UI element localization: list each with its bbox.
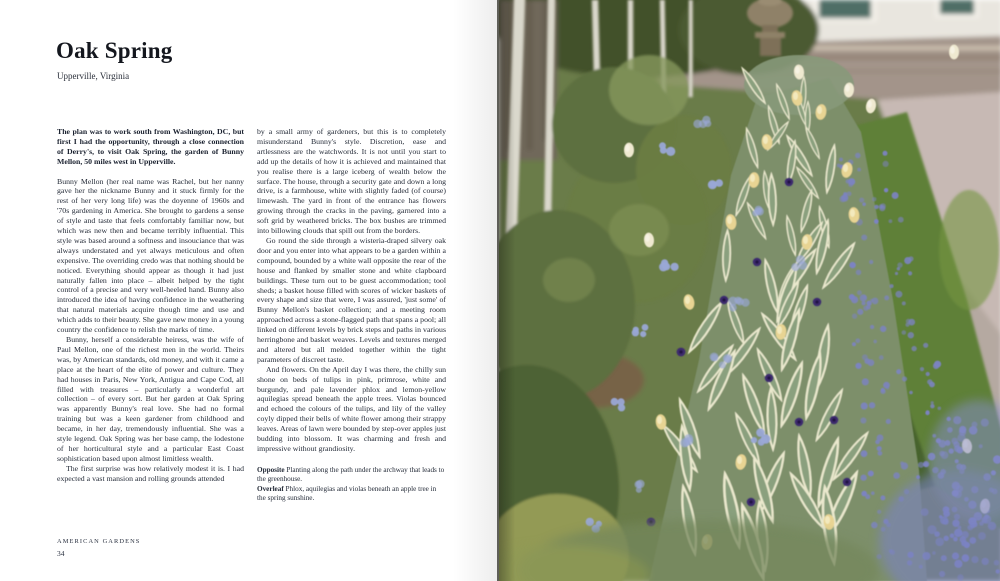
teal-door (940, 0, 974, 14)
page-number: 34 (57, 549, 65, 558)
teal-door (819, 0, 871, 18)
caption-label: Overleaf (257, 484, 284, 493)
body-paragraph: The first surprise was how relatively modest it is. I had expected a vast mansion and rolling grounds attended (57, 463, 244, 483)
spine-shadow (453, 0, 497, 581)
chapter-subtitle: Upperville, Virginia (57, 71, 130, 81)
caption-text: Phlox, aquilegias and violas beneath an apple tree in the spring sunshine. (257, 484, 437, 502)
body-paragraph: by a small army of gardeners, but this is to completely misunderstand Bunny's style. Discretion, ease and artlessness are the watchwords. It is not until you start to add up the details of how it is achieved and maintained that you realise there is a large iceberg of wealth below the surface. The house, through a security gate and down a long drive, is a farmhouse, white with slightly faded (of course) limewash. The yard in front of the entrance has flowers growing through the cracks in the paving, garnered into a soft grid by weathered bricks. The box bushes are trimmed into billowing clouds that spill out from the borders. (257, 127, 446, 236)
right-page (497, 0, 1000, 581)
body-paragraph: And flowers. On the April day I was there, the chilly sun shone on beds of tulips in pink, primrose, white and burgundy, and pale lavender phlox and lemon-yellow aquilegias spread beneath the apple trees. Violas bounced and echoed the colours of the tulips, and lily of the valley coyly dipped their bells of white flower among their strappy leaves. Areas of lawn were bounded by step-over apples just budding into blossom. It was charming and fresh and impressive without grandiosity. (257, 364, 446, 453)
text-column-2 (257, 127, 446, 503)
series-label: AMERICAN GARDENS (57, 538, 141, 545)
intro-paragraph: The plan was to work south from Washington, DC, but first I had the opportunity, through a close connection of Derry's, to visit Oak Spring, the garden of Bunny Mellon, 50 miles west in Upperville. (57, 127, 244, 166)
text-column-1 (57, 127, 244, 484)
photo-captions (257, 466, 446, 503)
caption-text: Planting along the path under the archway that leads to the greenhouse. (257, 465, 445, 484)
garden-photo (499, 0, 1000, 581)
body-paragraph: Bunny Mellon (her real name was Rachel, but her nanny gave her the nickname Bunny and it stuck firmly for the rest of her very long life) was the doyenne of 1960s and '70s gardening in America. She brought to gardens a sense of style and taste that feels comfortably familiar now, but which was new then and became terribly influential. This style was based around a softness and insouciance that was always understated and yet always meticulous and often expensive. The overriding credo was that nothing should be noticed. Everything should appear as though it had just naturally fallen into place – albeit helped by the tight control of a precise and very well-heeled hand. Bunny also introduced the idea of having confidence in the weathering that natural materials acquire though time and use and which adds to their beauty. She gave new money in a young country the confidence to relish the marks of time. (57, 176, 245, 335)
caption-label: Opposite (257, 465, 285, 474)
body-paragraph: Bunny, herself a considerable heiress, was the wife of Paul Mellon, one of the richest men in the world. Theirs was, by American standards, old money, and with it came a place at the heart of the elite of power and culture. They had houses in Paris, New York, Antigua and Cape Cod, all filled with treasures – particularly a wonderful art collection – of every sort. But her garden at Oak Spring was apparently Bunny's real love. She had no formal training but was a keen gardener from childhood and became, in her day, tremendously influential. She was a style legend. Oak Spring was her base camp, the lodestone of her horticultural style and a particular East Coast sophistication based upon almost limitless wealth. (57, 335, 244, 463)
caption-overleaf (257, 485, 446, 504)
caption-opposite (257, 466, 446, 485)
body-paragraph: Go round the side through a wisteria-draped silvery oak door and you enter into what appears to be a garden within a compound, bounded by a white wall opposite the rear of the house and flanked by smaller stone and white clapboard buildings. These turn out to be guest accommodation; tool sheds; a basket house filled with scores of wicker baskets of every shape and size that were, I was assured, 'just some' of Bunny Mellon's basket collection; and a meeting room approached across a stone-flagged path that spans a pool; all linked on different levels by brick steps and paths in various herringbone and basket weaves. Levels and textures merged and altered but all melded together within the tight parameters of discreet taste. (257, 235, 446, 364)
chapter-title: Oak Spring (56, 38, 173, 63)
left-page (0, 0, 497, 581)
